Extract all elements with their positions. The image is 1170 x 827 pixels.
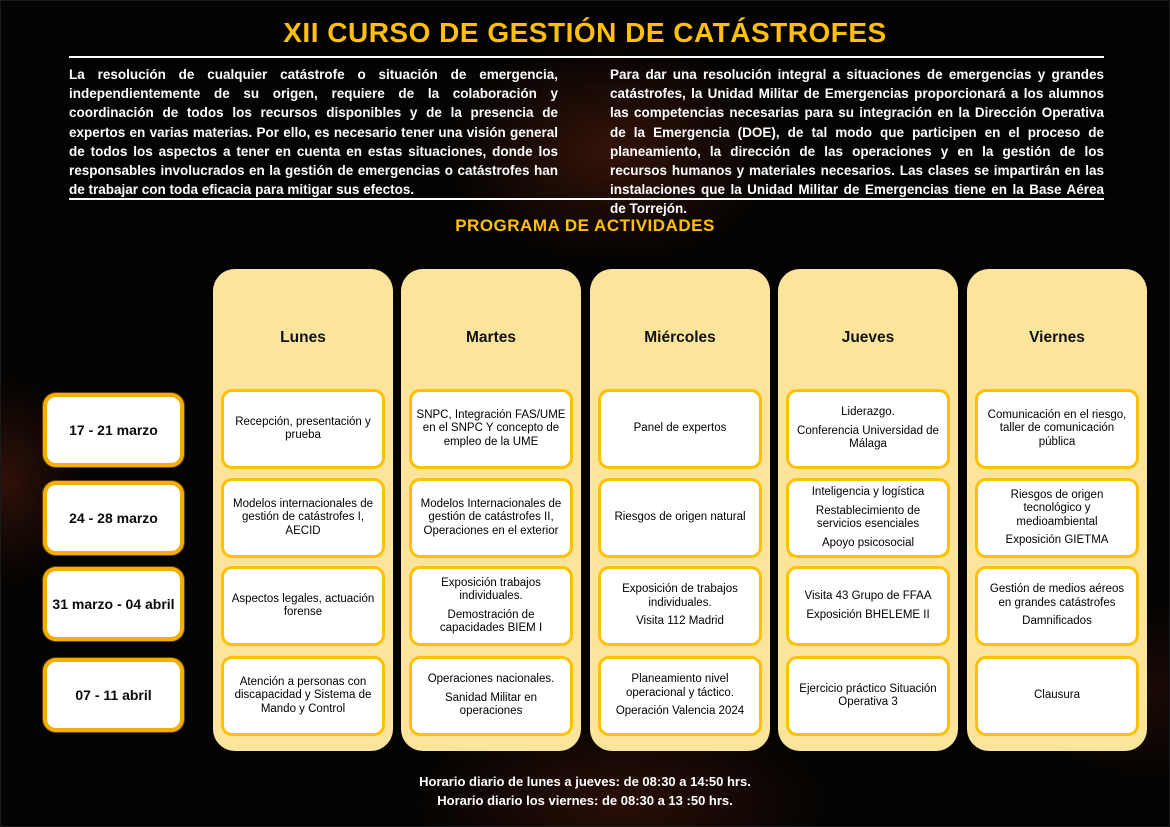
section-divider bbox=[69, 198, 1104, 200]
activity-cell-miercoles-week4 bbox=[598, 656, 762, 736]
activity-cell-jueves-week1 bbox=[786, 389, 950, 469]
day-column-lunes bbox=[213, 269, 393, 751]
activity-text: Conferencia Universidad de Málaga bbox=[797, 424, 939, 451]
activity-text: Atención a personas con discapacidad y Sistema de Mando y Control bbox=[234, 675, 372, 715]
activity-cell-martes-week4 bbox=[409, 656, 573, 736]
activity-text: Operación Valencia 2024 bbox=[615, 705, 745, 718]
activity-text: Exposición trabajos individuales. bbox=[441, 576, 541, 602]
activity-cell-miercoles-week3 bbox=[598, 566, 762, 646]
page-title: XII CURSO DE GESTIÓN DE CATÁSTROFES bbox=[283, 17, 887, 48]
activity-text: Modelos internacionales de gestión de catástrofes I, AECID bbox=[232, 497, 373, 537]
activity-cell-miercoles-week2 bbox=[598, 478, 762, 558]
activity-text: Comunicación en el riesgo, taller de comunicación pública bbox=[987, 408, 1127, 448]
activity-text: Visita 43 Grupo de FFAA bbox=[804, 590, 932, 602]
week-label-4: 07 - 11 abril bbox=[43, 658, 184, 732]
activity-text: Riesgos de origen tecnológico y medioambiental bbox=[1010, 488, 1104, 528]
activity-text: Demostración de capacidades BIEM I bbox=[439, 608, 543, 634]
day-header-martes: Martes bbox=[466, 329, 516, 346]
title-underline bbox=[69, 56, 1104, 58]
activity-text: Planeamiento nivel operacional y táctico. bbox=[625, 673, 735, 699]
activity-cell-lunes-week3 bbox=[221, 566, 385, 646]
footer bbox=[1, 772, 1169, 810]
activity-cell-miercoles-week1 bbox=[598, 389, 762, 469]
activity-text: Recepción, presentación y prueba bbox=[235, 415, 371, 441]
footer-line-2: Horario diario los viernes: de 08:30 a 13 :50 hrs. bbox=[437, 793, 733, 808]
activity-cell-martes-week3 bbox=[409, 566, 573, 646]
activity-text: SNPC, Integración FAS/UME en el SNPC Y concepto de empleo de la UME bbox=[416, 408, 566, 448]
activity-cell-jueves-week2 bbox=[786, 478, 950, 558]
activity-cell-viernes-week2 bbox=[975, 478, 1139, 558]
activity-text: Damnificados bbox=[1022, 615, 1092, 628]
day-column-viernes bbox=[967, 269, 1147, 751]
footer-line-1: Horario diario de lunes a jueves: de 08:30 a 14:50 hrs. bbox=[419, 774, 751, 789]
week-label-2: 24 - 28 marzo bbox=[43, 481, 184, 555]
intro-paragraph-right: Para dar una resolución integral a situaciones de emergencias y grandes catástrofes, la Unidad Militar de Emergencias proporcionará a los alumnos las competencias necesarias para su integración en la Dirección Operativa de la Emergencia (DOE), de tal modo que participen en el proceso de planeamiento, la dirección de las operaciones y en la gestión de los recursos humanos y materiales necesarios. Las clases se impartirán en las instalaciones que la Unidad Militar de Emergencias tiene en la Base Aérea de Torrejón. bbox=[610, 67, 1104, 217]
activity-cell-lunes-week1 bbox=[221, 389, 385, 469]
program-heading: PROGRAMA DE ACTIVIDADES bbox=[455, 216, 715, 235]
day-header-miercoles: Miércoles bbox=[644, 329, 716, 346]
day-column-martes bbox=[401, 269, 581, 751]
activity-cell-lunes-week4 bbox=[221, 656, 385, 736]
activity-cell-viernes-week4 bbox=[975, 656, 1139, 736]
activity-text: Apoyo psicosocial bbox=[821, 536, 915, 549]
activity-text: Exposición de trabajos individuales. bbox=[622, 583, 738, 609]
intro-section bbox=[69, 65, 1104, 219]
activity-cell-viernes-week1 bbox=[975, 389, 1139, 469]
activity-text: Operaciones nacionales. bbox=[427, 673, 555, 686]
day-column-jueves bbox=[778, 269, 958, 751]
activity-cell-viernes-week3 bbox=[975, 566, 1139, 646]
activity-text: Restablecimiento de servicios esenciales bbox=[815, 504, 921, 530]
activity-text: Panel de expertos bbox=[633, 422, 727, 435]
activity-text: Exposición BHELEME II bbox=[806, 608, 930, 621]
day-header-jueves: Jueves bbox=[841, 329, 895, 346]
activity-text: Sanidad Militar en operaciones bbox=[444, 691, 538, 718]
activity-text: Visita 112 Madrid bbox=[636, 615, 724, 628]
activity-text: Riesgos de origen natural bbox=[614, 511, 746, 524]
activity-cell-lunes-week2 bbox=[221, 478, 385, 558]
week-label-1: 17 - 21 marzo bbox=[43, 393, 184, 467]
activity-cell-martes-week2 bbox=[409, 478, 573, 558]
activity-text: Exposición GIETMA bbox=[1005, 534, 1109, 546]
activity-cell-jueves-week4 bbox=[786, 656, 950, 736]
activity-cell-jueves-week3 bbox=[786, 566, 950, 646]
activity-text: Clausura bbox=[1033, 689, 1081, 702]
activity-text: Gestión de medios aéreos en grandes catástrofes bbox=[989, 583, 1125, 609]
activity-text: Modelos Internacionales de gestión de catástrofes II, Operaciones en el exterior bbox=[420, 497, 562, 537]
activity-text: Inteligencia y logística bbox=[811, 486, 925, 498]
activity-text: Aspectos legales, actuación forense bbox=[231, 592, 375, 618]
activity-text: Liderazgo. bbox=[841, 406, 895, 419]
activity-text: Ejercicio práctico Situación Operativa 3 bbox=[799, 682, 937, 708]
week-label-3: 31 marzo - 04 abril bbox=[43, 567, 184, 641]
day-column-miercoles bbox=[590, 269, 770, 751]
day-header-lunes: Lunes bbox=[280, 329, 326, 346]
activity-cell-martes-week1 bbox=[409, 389, 573, 469]
intro-paragraph-left: La resolución de cualquier catástrofe o situación de emergencia, independientemente de su origen, requiere de la colaboración y coordinación de todos los recursos disponibles y de la presencia de expertos en varias materias. Por ello, es necesario tener una visión general de todos los aspectos a tener en cuenta en estas situaciones, donde los responsables involucrados en la gestión de emergencias o catástrofes han de trabajar con toda eficacia para mitigar sus efectos. bbox=[69, 67, 558, 198]
day-header-viernes: Viernes bbox=[1029, 329, 1085, 346]
